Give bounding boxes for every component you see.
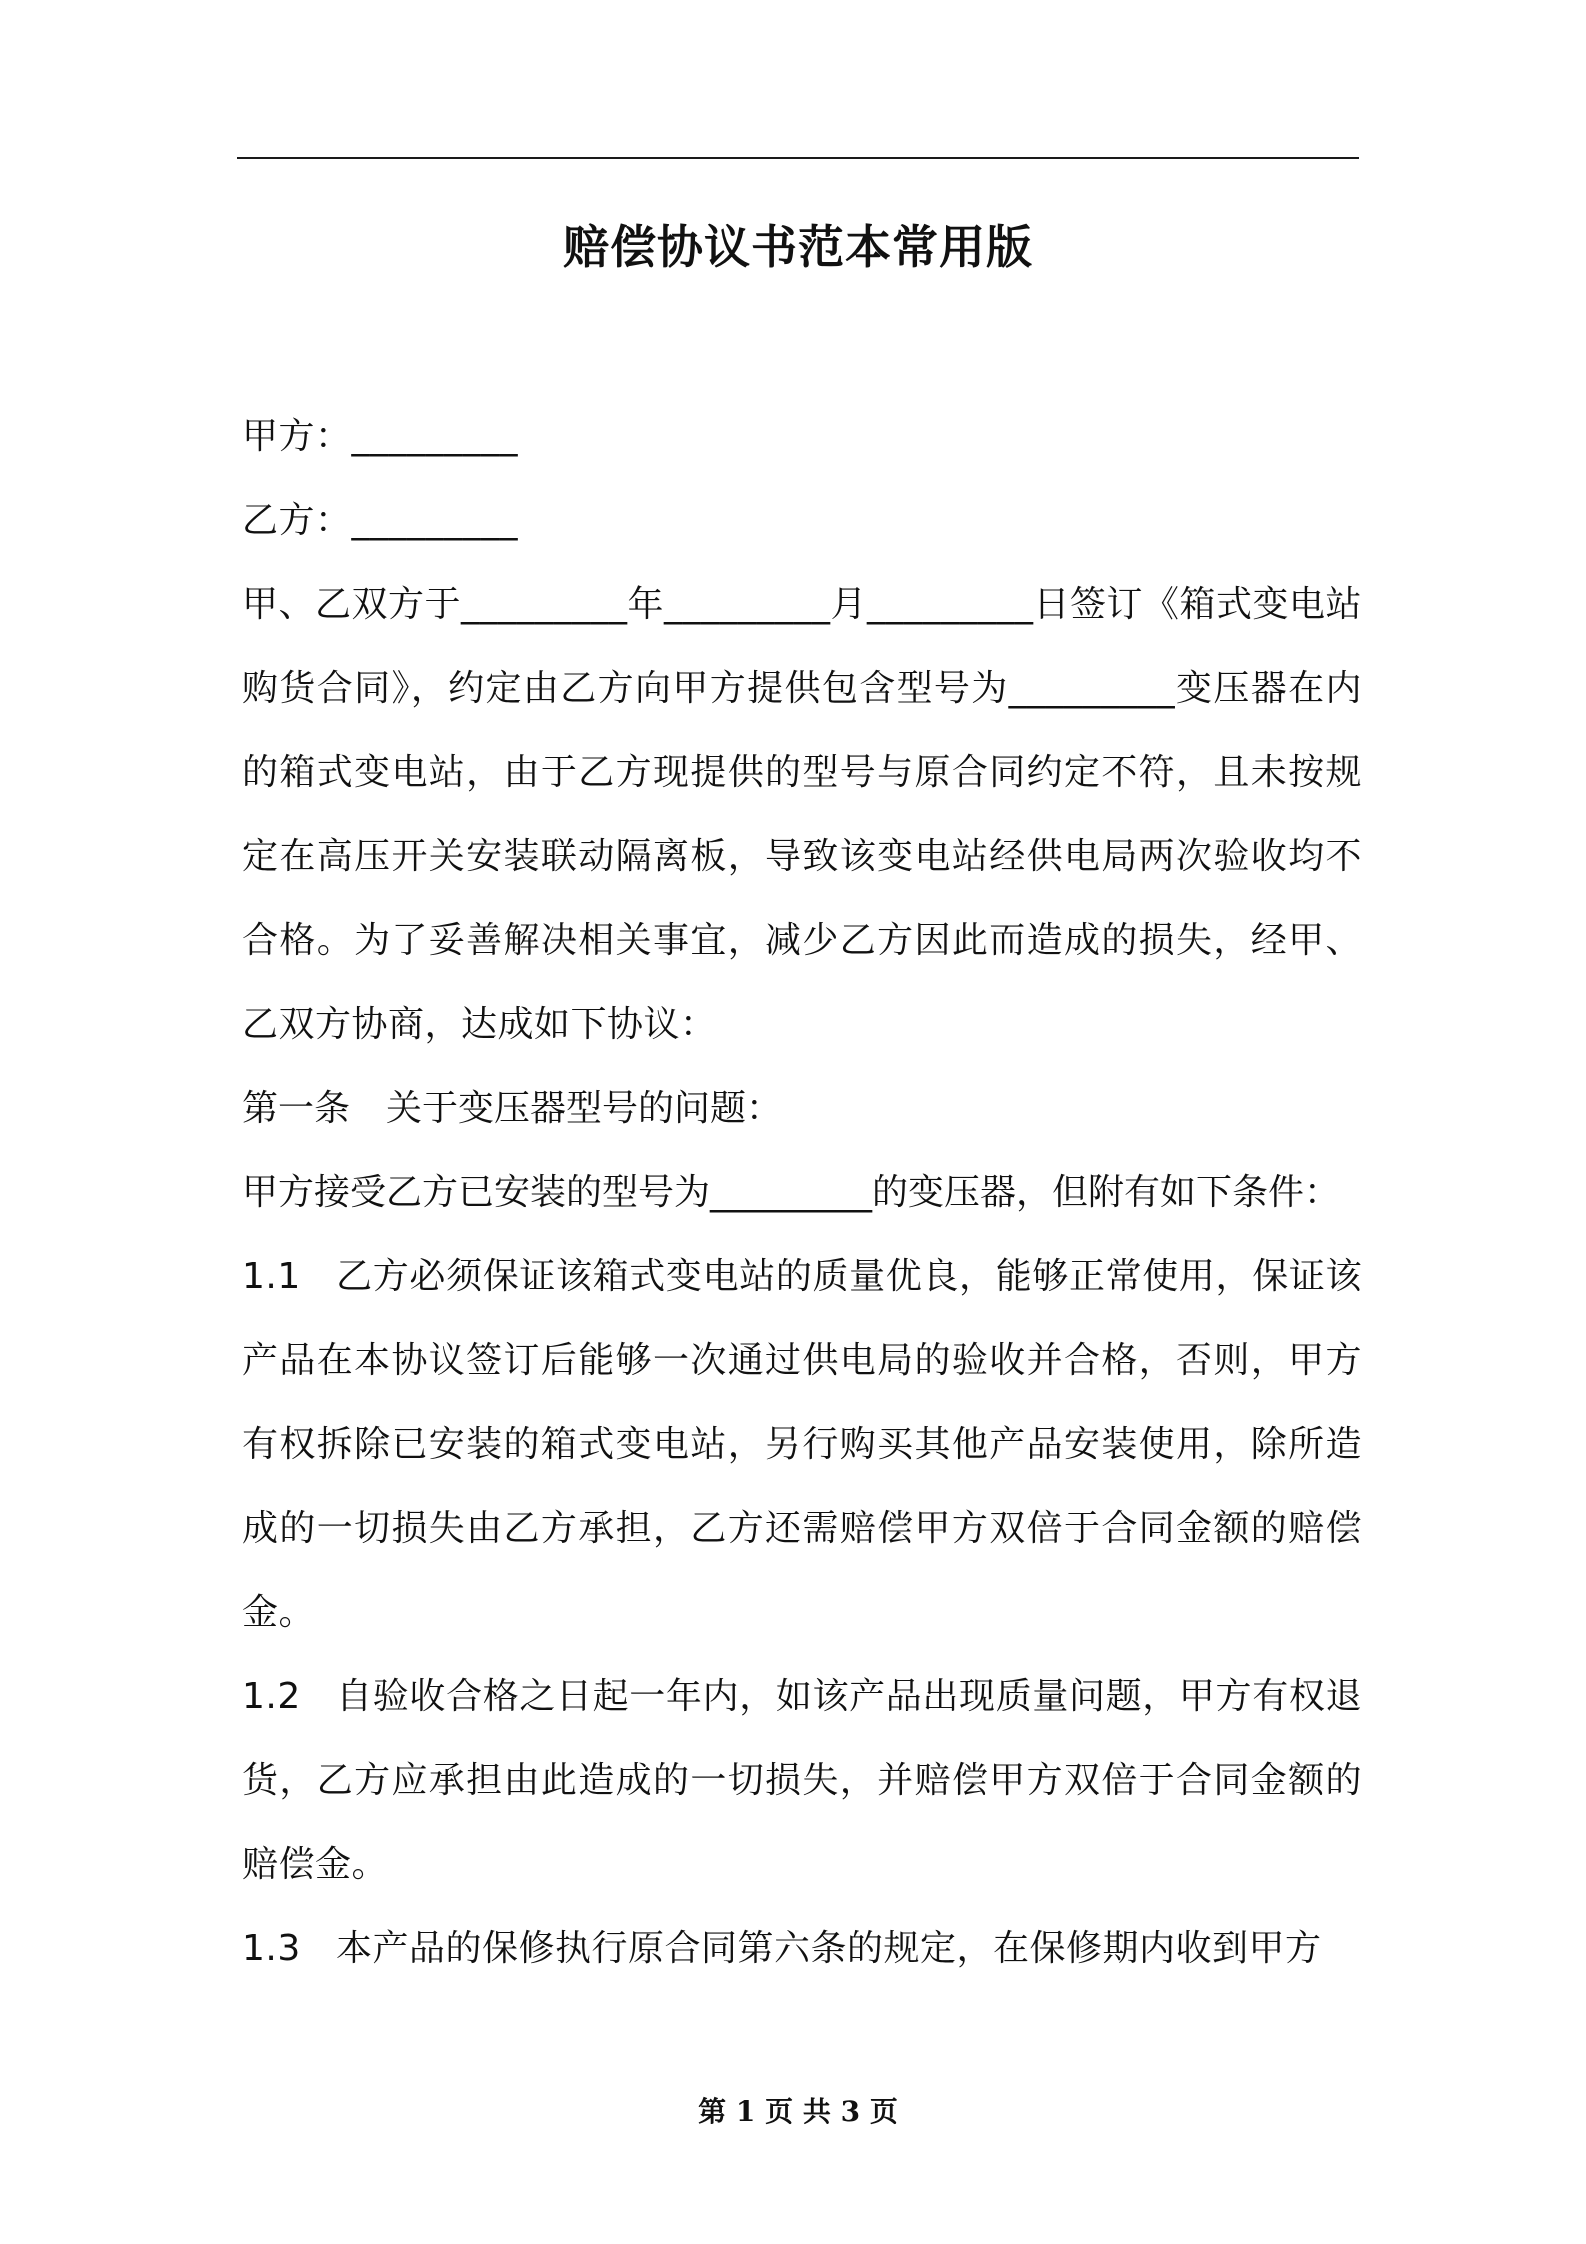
document-title: 赔偿协议书范本常用版 (563, 220, 1033, 274)
page-number-footer: 第 1 页 共 3 页 (698, 2095, 898, 2128)
intro-paragraph: 甲、乙双方于_________年_________月_________日签订《箱式变电站购货合同》，约定由乙方向甲方提供包含型号为_________变压器在内的箱式变电站，由于乙方现提供的型号与原合同约定不符，且未按规定在高压开关安装联动隔离板，导致该变电站经供电局两次验收均不合格。为了妥善解决相关事宜，减少乙方因此而造成的损失，经甲、乙双方协商，达成如下协议： (242, 584, 1363, 1045)
header-rule (237, 157, 1359, 159)
clause-number: 1.3 (242, 1928, 301, 1969)
clause-1-1 (242, 1235, 1362, 1655)
clause-number: 1.2 (242, 1676, 301, 1717)
article-1-heading: 第一条 关于变压器型号的问题： (242, 1088, 783, 1129)
clause-text: 自验收合格之日起一年内，如该产品出现质量问题，甲方有权退货，乙方应承担由此造成的一切损失，并赔偿甲方双倍于合同金额的赔偿金。 (242, 1676, 1362, 1885)
party-b-line: 乙方：_________ (242, 500, 519, 541)
party-a-line: 甲方：_________ (242, 416, 519, 457)
clause-text: 本产品的保修执行原合同第六条的规定，在保修期内收到甲方 (336, 1928, 1322, 1969)
clause-1-3 (242, 1907, 1362, 1991)
article-1-intro: 甲方接受乙方已安装的型号为_________的变压器，但附有如下条件： (242, 1172, 1341, 1213)
clause-1-2 (242, 1655, 1362, 1907)
clause-number: 1.1 (242, 1256, 301, 1297)
clause-text: 乙方必须保证该箱式变电站的质量优良，能够正常使用，保证该产品在本协议签订后能够一次通过供电局的验收并合格，否则，甲方有权拆除已安装的箱式变电站，另行购买其他产品安装使用，除所造成的一切损失由乙方承担，乙方还需赔偿甲方双倍于合同金额的赔偿金。 (242, 1256, 1362, 1633)
